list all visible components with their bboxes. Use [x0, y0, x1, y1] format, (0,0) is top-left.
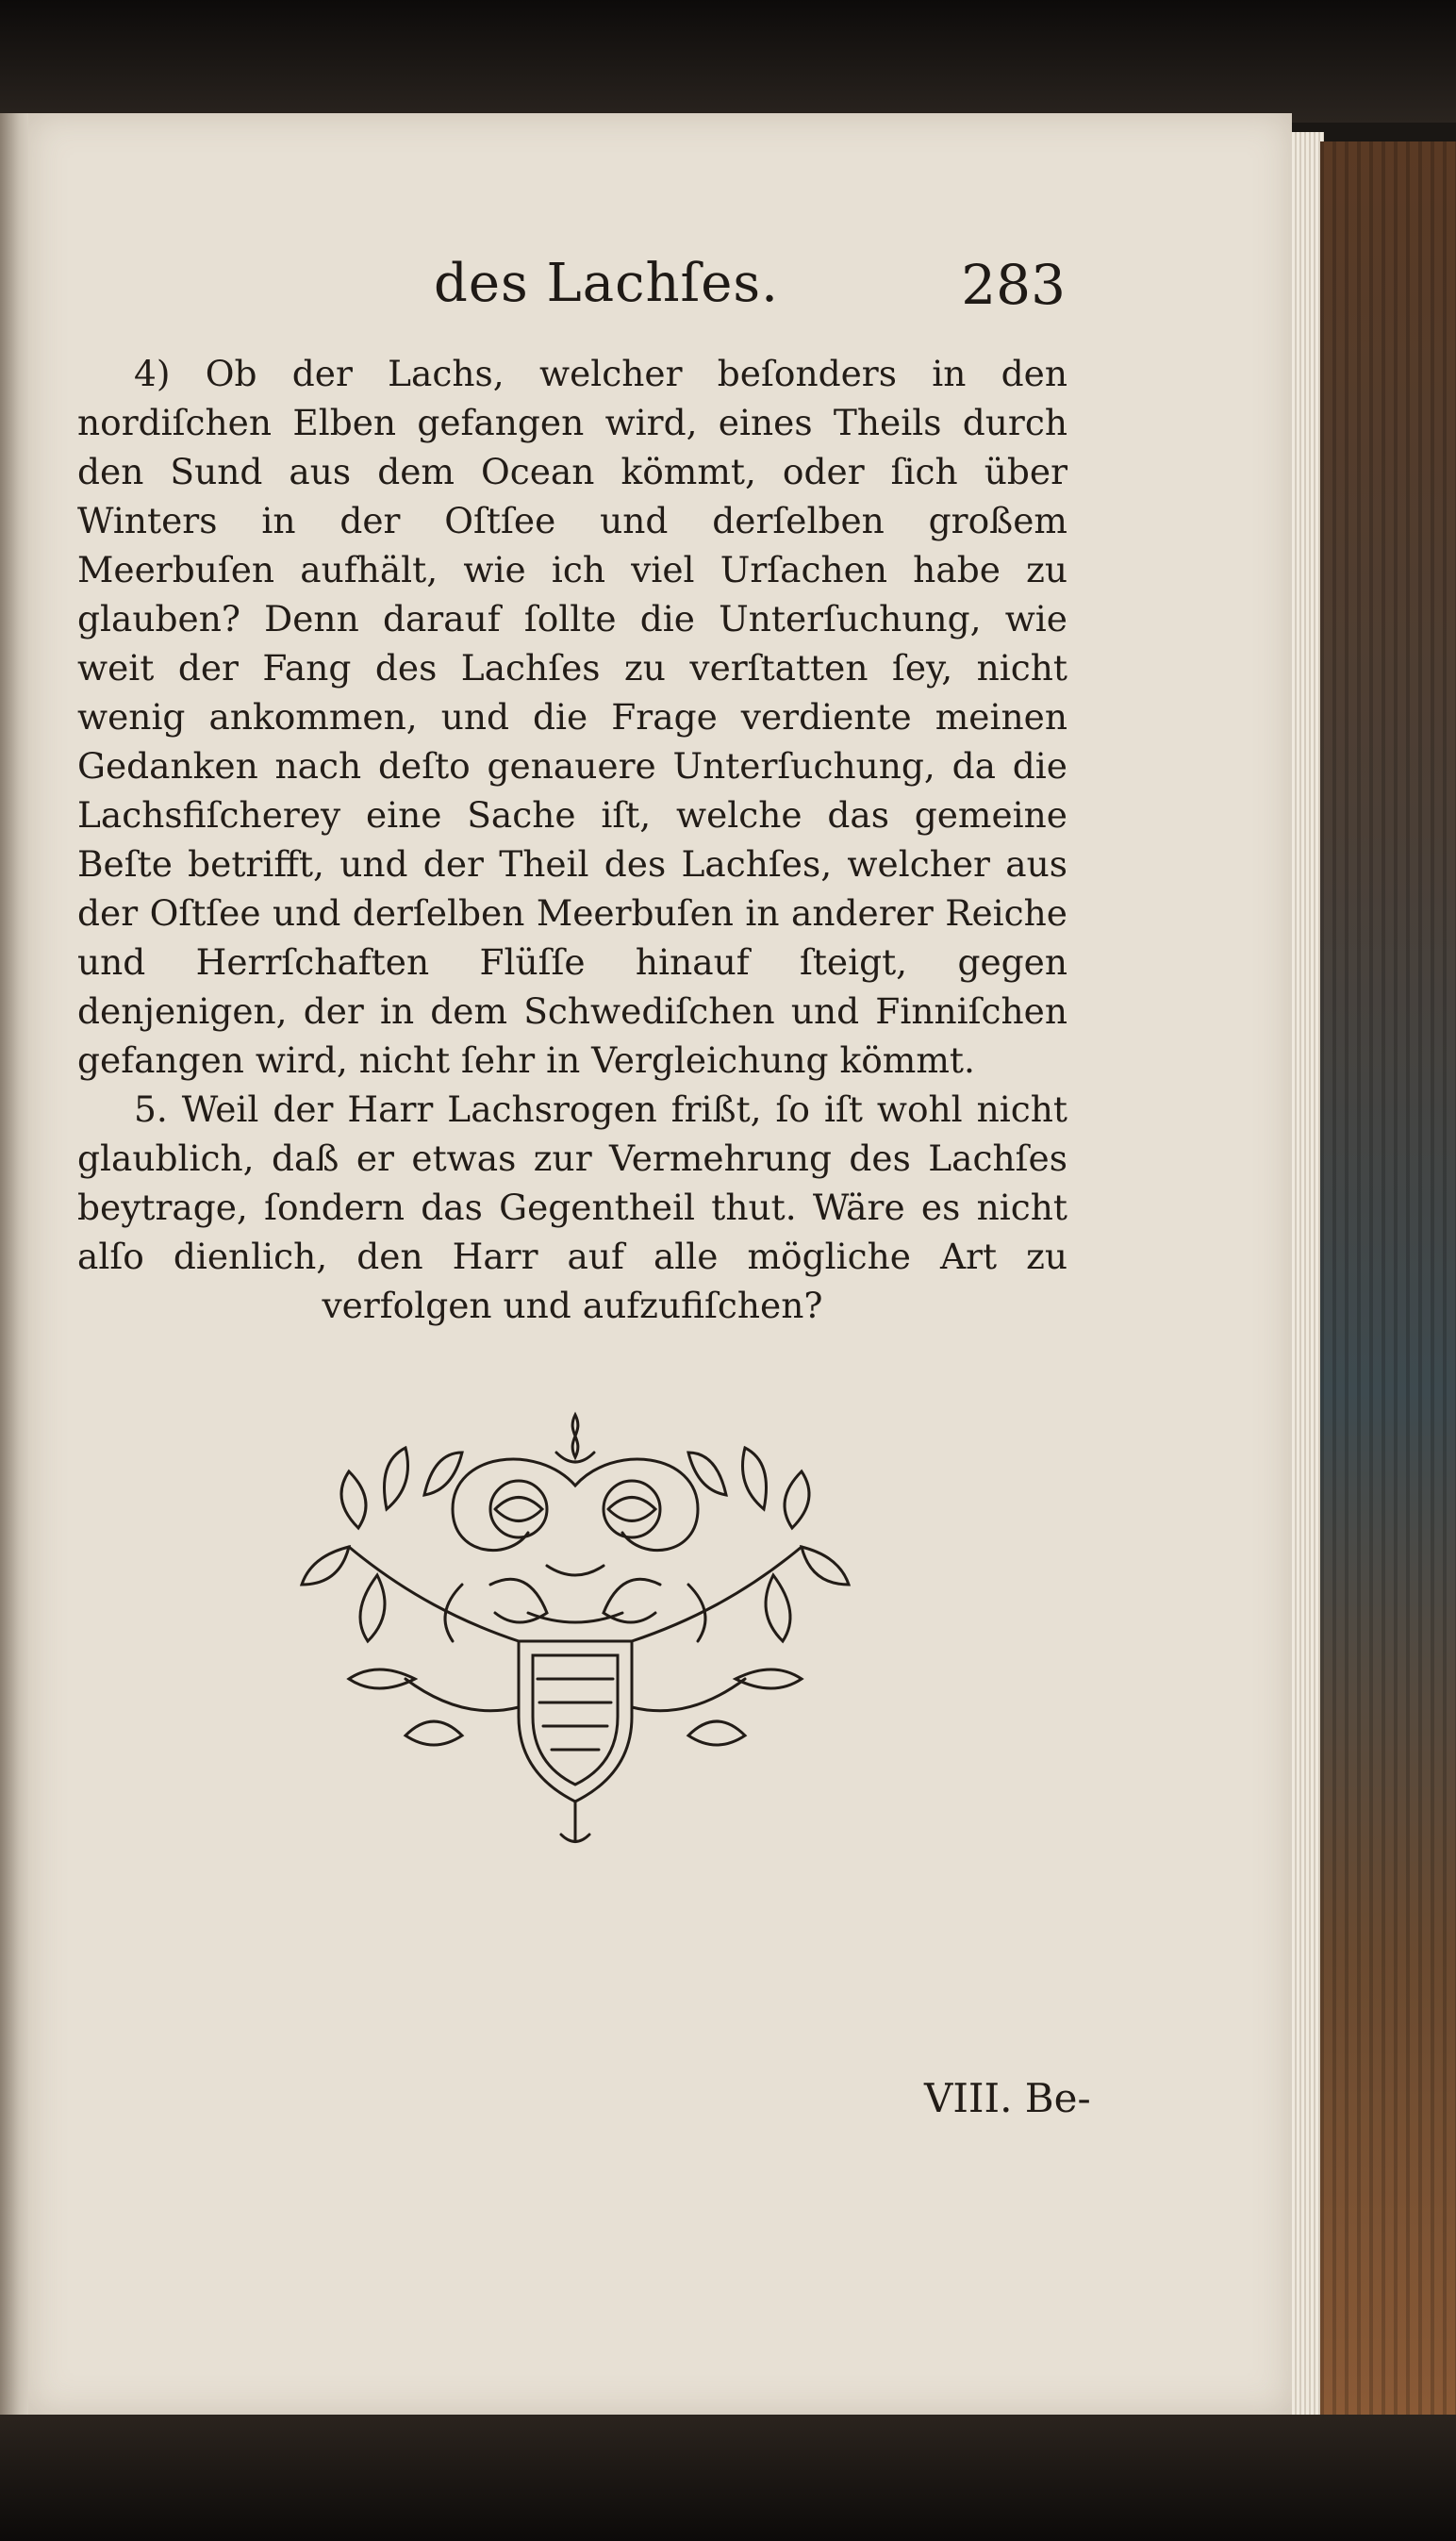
- page-header: [57, 253, 1066, 319]
- catchword: VIII. Be-: [924, 2075, 1091, 2121]
- ornament-finial: [572, 1415, 578, 1457]
- background-top: [0, 0, 1456, 123]
- paragraph-5: 5. Weil der Harr Lachsrogen frißt, ſo iſt wohl nicht glaublich, daß er etwas zur Vermehrung des Lachſes beytrage, ſondern das Gegentheil thut. Wäre es nicht alſo dienlich, den Harr auf alle mögliche Art zu verfolgen und aufzufiſchen?: [77, 1088, 1067, 1326]
- ornament-vignette: [292, 1396, 877, 1858]
- ornament-shield: [519, 1641, 632, 1802]
- page-stack-edge: [1292, 132, 1324, 2415]
- running-title: des Lachſes.: [434, 253, 779, 314]
- ornament-leaf-right: [632, 1547, 802, 1641]
- page-number: 283: [961, 253, 1066, 317]
- paragraph-4: 4) Ob der Lachs, welcher beſonders in den nordiſchen Elben gefangen wird, eines Theils durch den Sund aus dem Ocean kömmt, oder ſich über Winters in der Oſtſee und derſelben großem Meerbuſen aufhält, wie ich viel Urſachen habe zu glauben? Denn darauf ſollte die Unterſuchung, wie weit der Fang des Lachſes zu verſtatten ſey, nicht wenig ankommen, und die Frage verdiente meinen Gedanken nach deſto genauere Unterſuchung, da die Lachsfiſcherey eine Sache iſt, welche das gemeine Beſte betrifft, und der Theil des Lachſes, welcher aus der Oſtſee und derſelben Meerbuſen in anderer Reiche und Herrſchaften Flüſſe hinauf ſteigt, gegen denjenigen, der in dem Schwediſchen und Finniſchen gefangen wird, nicht ſehr in Vergleichung kömmt.: [77, 353, 1067, 1081]
- book-edge: [1320, 141, 1456, 2415]
- body-text: [77, 349, 1067, 1330]
- background-bottom: [0, 2415, 1456, 2541]
- facing-page-edge: [0, 113, 32, 2415]
- ornament-leaf-left: [349, 1547, 519, 1641]
